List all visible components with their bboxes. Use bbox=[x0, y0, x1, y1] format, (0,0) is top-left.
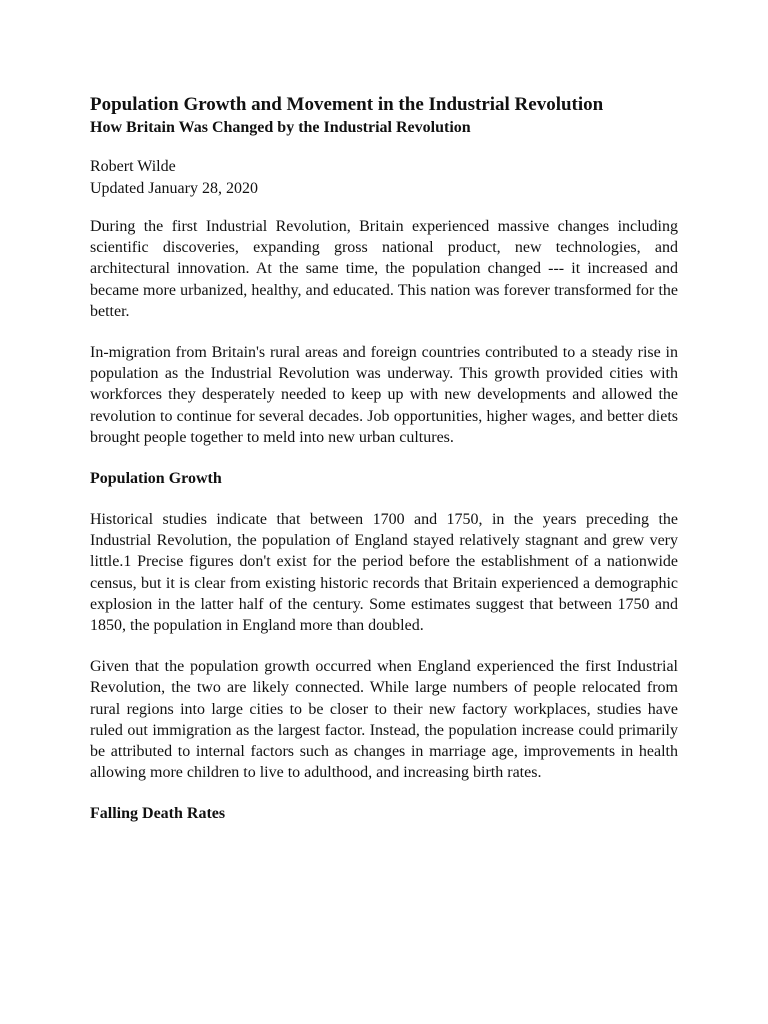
intro-paragraph-1: During the first Industrial Revolution, Britain experienced massive changes including scientific discoveries, expanding gross national product, new technologies, and architectural innovation. At the same time, the population changed --- it increased and became more urbanized, healthy, and educated. This nation was forever transformed for the better. bbox=[90, 218, 678, 320]
document-subtitle: How Britain Was Changed by the Industrial Revolution bbox=[90, 119, 471, 136]
population-growth-paragraph-1: Historical studies indicate that between 1700 and 1750, in the years preceding the Industrial Revolution, the population of England stayed relatively stagnant and grew very little.1 Precise figures don't exist for the period before the establishment of a nationwide census, but it is clear from existing historic records that Britain experienced a demographic explosion in the latter half of the century. Some estimates suggest that between 1750 and 1850, the population in England more than doubled. bbox=[90, 511, 678, 635]
document-page bbox=[90, 93, 678, 844]
updated-date: Updated January 28, 2020 bbox=[90, 180, 258, 197]
section-heading-falling-death-rates: Falling Death Rates bbox=[90, 805, 226, 823]
author-name: Robert Wilde bbox=[90, 158, 176, 175]
document-title: Population Growth and Movement in the Industrial Revolution bbox=[90, 94, 604, 115]
intro-paragraph-2: In-migration from Britain's rural areas and foreign countries contributed to a steady rise in population as the Industrial Revolution was underway. This growth provided cities with workforces they desperately needed to keep up with new developments and allowed the revolution to continue for several decades. Job opportunities, higher wages, and better diets brought people together to meld into new urban cultures. bbox=[90, 344, 678, 446]
section-heading-population-growth: Population Growth bbox=[90, 470, 222, 488]
population-growth-paragraph-2: Given that the population growth occurred when England experienced the first Industrial Revolution, the two are likely connected. While large numbers of people relocated from rural regions into large cities to be closer to their new factory workplaces, studies have ruled out immigration as the largest factor. Instead, the population increase could primarily be attributed to internal factors such as changes in marriage age, improvements in health allowing more children to live to adulthood, and increasing birth rates. bbox=[90, 658, 678, 782]
byline bbox=[90, 156, 678, 200]
